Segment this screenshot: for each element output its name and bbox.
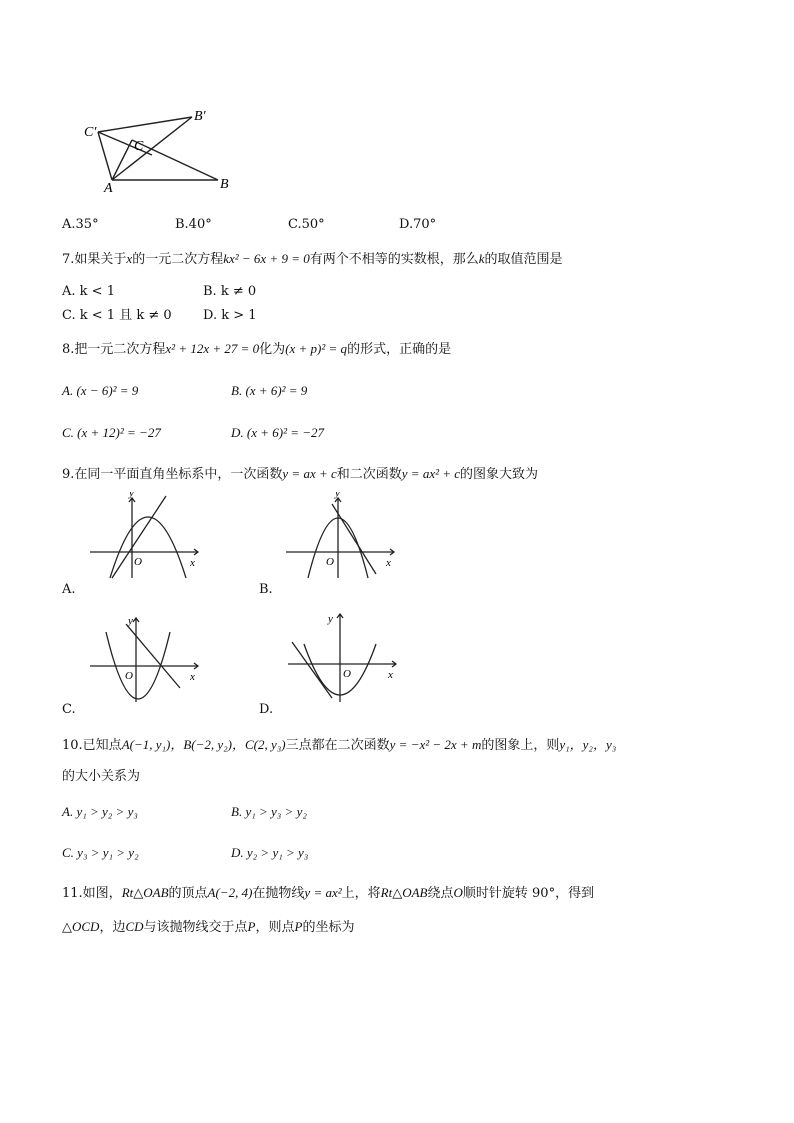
x-axis-label: x: [190, 557, 195, 569]
q8-option-d: D. (x + 6)² = −27: [231, 425, 325, 440]
segment-a-b1: [112, 117, 192, 180]
graph-option-c: [84, 612, 204, 704]
q7-option-a: A. k < 1: [62, 284, 115, 299]
label-c: C: [134, 139, 144, 154]
x-axis-label: x: [386, 557, 391, 569]
q7-option-c: C. k < 1 且 k ≠ 0: [62, 308, 172, 323]
line-graph: [126, 624, 180, 688]
segment-c-b: [132, 140, 218, 180]
origin-label: O: [326, 556, 334, 568]
graph-label-b: B.: [259, 582, 273, 597]
q10-option-b: B. y₁ > y₃ > y₂: [231, 804, 307, 819]
q8-option-b: B. (x + 6)² = 9: [231, 383, 308, 398]
label-b: B: [220, 177, 229, 192]
origin-label: O: [343, 668, 351, 680]
graph-option-a: [84, 492, 204, 580]
graph-label-d: D.: [259, 702, 274, 717]
y-axis-label: y: [129, 492, 134, 499]
question-11-stem: 11.如图，Rt△OAB的顶点A(−2, 4)在抛物线y = ax²上，将Rt△OAB绕点O顺时针旋转 90°，得到: [62, 885, 595, 901]
question-10-stem-line2: 的大小关系为: [62, 769, 141, 784]
graph-label-a: A.: [62, 582, 76, 597]
y-axis-label: y: [328, 613, 333, 625]
q8-option-c: C. (x + 12)² = −27: [62, 425, 161, 440]
origin-label: O: [125, 670, 133, 682]
q6-option-b: B.40°: [175, 217, 212, 232]
question-7-stem: 7.如果关于x的一元二次方程kx² − 6x + 9 = 0有两个不相等的实数根，那么k的取值范围是: [62, 251, 563, 267]
label-c-prime: C′: [84, 125, 97, 140]
question-10-stem: 10.已知点A(−1, y₁)，B(−2, y₂)，C(2, y₃)三点都在二次函数y = −x² − 2x + m的图象上，则y₁，y₂，y₃: [62, 737, 617, 753]
parabola-curve: [110, 517, 186, 578]
segment-a-c: [112, 140, 132, 180]
question-9-stem: 9.在同一平面直角坐标系中，一次函数y = ax + c和二次函数y = ax² + c的图象大致为: [62, 466, 539, 482]
line-graph: [292, 642, 332, 698]
q10-option-c: C. y₃ > y₁ > y₂: [62, 845, 139, 860]
segment-c1-a: [98, 132, 112, 180]
rotation-triangle-figure: [80, 100, 240, 195]
q10-option-a: A. y₁ > y₂ > y₃: [62, 804, 138, 819]
segment-c1-c: [98, 132, 152, 155]
graph-label-c: C.: [62, 702, 76, 717]
q6-option-d: D.70°: [399, 217, 437, 232]
y-axis-label: y: [335, 492, 340, 499]
x-axis-label: x: [388, 669, 393, 681]
q6-option-a: A.35°: [62, 217, 99, 232]
segment-c1-b1: [98, 117, 192, 132]
q7-option-d: D. k > 1: [203, 308, 257, 323]
graph-option-b: [280, 492, 400, 580]
question-11-stem-line2: △OCD，边CD与该抛物线交于点P，则点P的坐标为: [62, 919, 355, 935]
q7-option-b: B. k ≠ 0: [203, 284, 257, 299]
x-axis-label: x: [190, 671, 195, 683]
q6-option-c: C.50°: [288, 217, 325, 232]
label-b-prime: B′: [194, 109, 206, 124]
origin-label: O: [134, 556, 142, 568]
y-axis-label: y: [128, 615, 133, 627]
q10-option-d: D. y₂ > y₁ > y₃: [231, 845, 309, 860]
question-8-stem: 8.把一元二次方程x² + 12x + 27 = 0化为(x + p)² = q的形式，正确的是: [62, 341, 452, 357]
graph-option-d: [282, 608, 402, 704]
label-a: A: [104, 181, 113, 195]
q8-option-a: A. (x − 6)² = 9: [62, 383, 139, 398]
